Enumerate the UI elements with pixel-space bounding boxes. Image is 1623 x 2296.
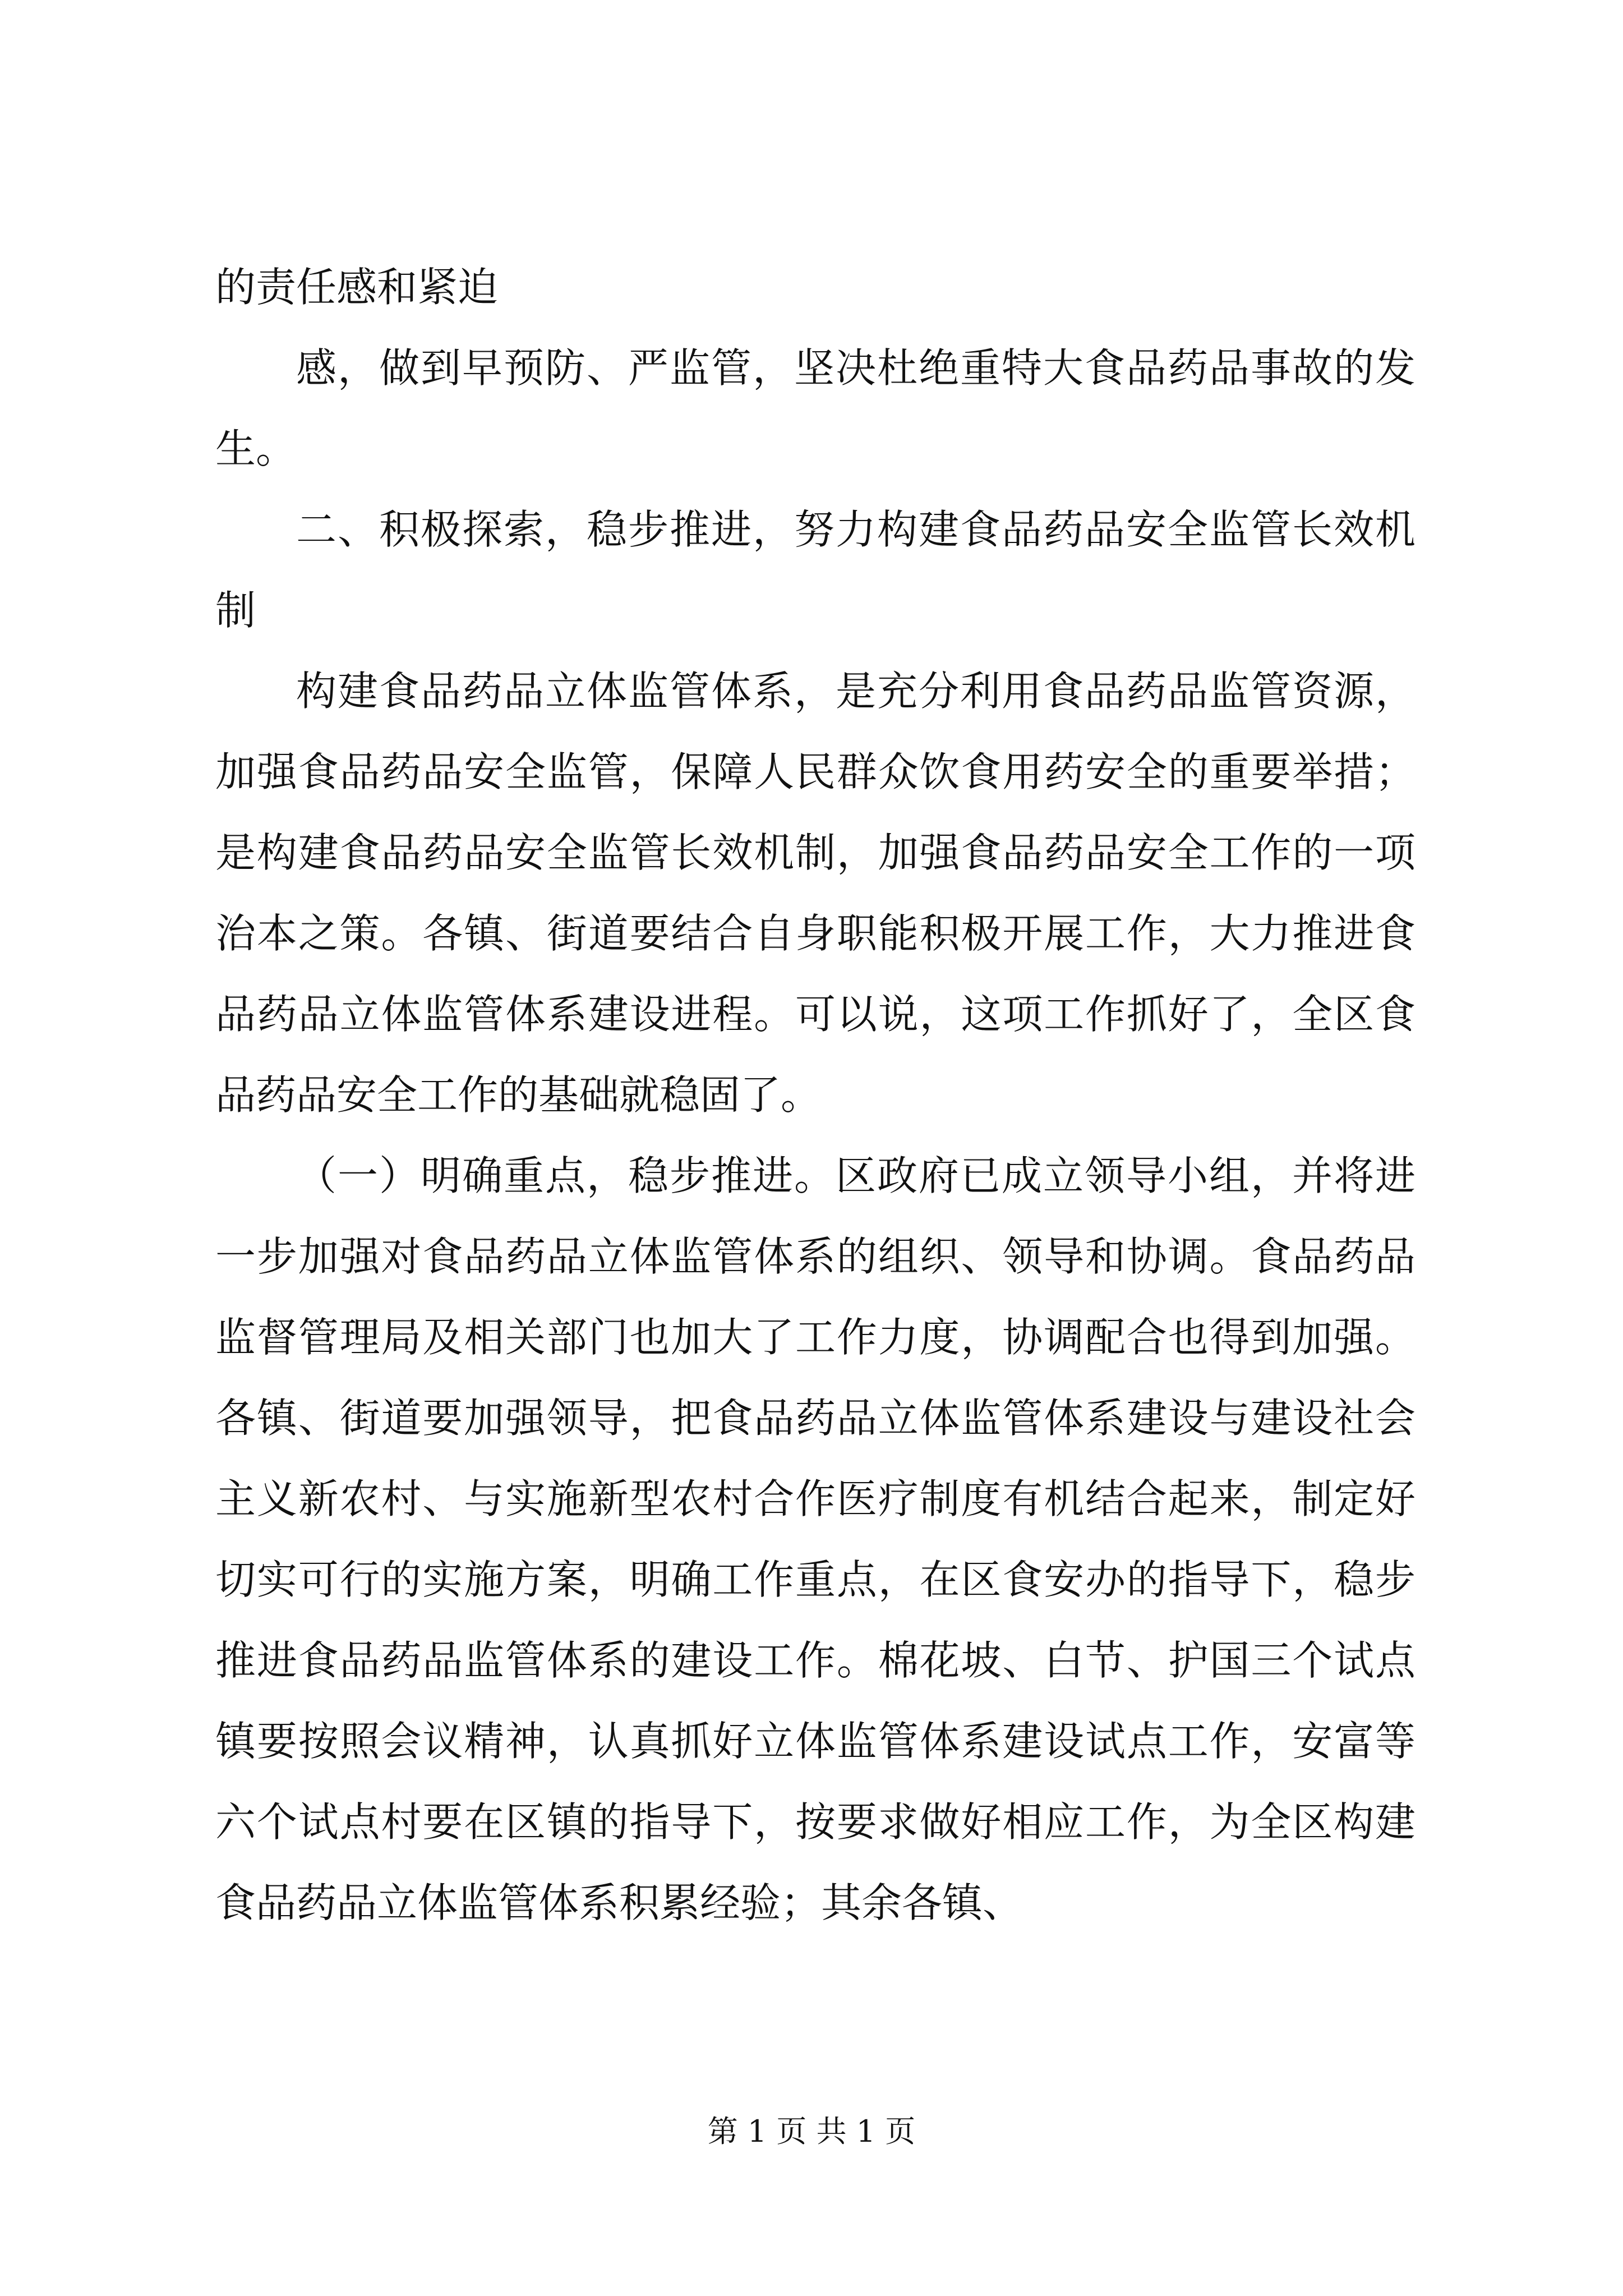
document-body [215,247,1415,1943]
paragraph-4: （一）明确重点，稳步推进。区政府已成立领导小组，并将进一步加强对食品药品立体监管体系的组织、领导和协调。食品药品监督管理局及相关部门也加大了工作力度，协调配合也得到加强。各镇、街道要加强领导，把食品药品立体监管体系建设与建设社会主义新农村、与实施新型农村合作医疗制度有机结合起来，制定好切实可行的实施方案，明确工作重点，在区食安办的指导下，稳步推进食品药品监管体系的建设工作。棉花坡、白节、护国三个试点镇要按照会议精神，认真抓好立体监管体系建设试点工作，安富等六个试点村要在区镇的指导下，按要求做好相应工作，为全区构建食品药品立体监管体系积累经验；其余各镇、 [215,1152,1415,1926]
paragraph-2: 感，做到早预防、严监管，坚决杜绝重特大食品药品事故的发生。 [215,344,1415,472]
paragraph-3: 构建食品药品立体监管体系，是充分利用食品药品监管资源，加强食品药品安全监管，保障人民群众饮食用药安全的重要举措；是构建食品药品安全监管长效机制，加强食品药品安全工作的一项治本之策。各镇、街道要结合自身职能积极开展工作，大力推进食品药品立体监管体系建设进程。可以说，这项工作抓好了，全区食品药品安全工作的基础就稳固了。 [215,668,1415,1119]
paragraph-1: 的责任感和紧迫 [215,264,499,311]
page-footer: 第 1 页 共 1 页 [707,2114,916,2149]
section-heading-2: 二、积极探索，稳步推进，努力构建食品药品安全监管长效机制 [215,506,1415,634]
